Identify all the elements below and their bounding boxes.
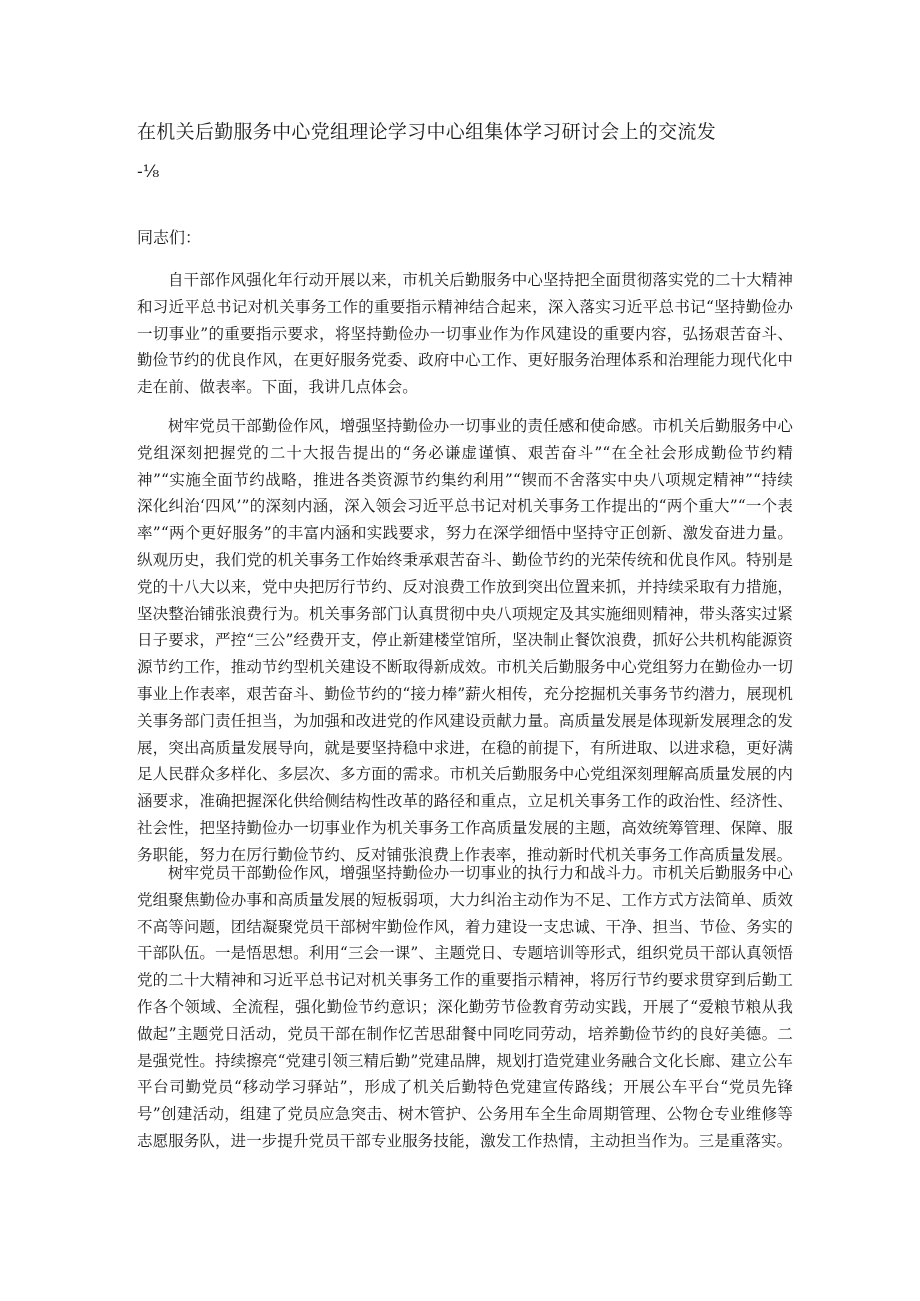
document-title: 在机关后勤服务中心党组理论学习中心组集体学习研讨会上的交流发 bbox=[137, 121, 717, 143]
paragraph-responsibility: 树牢党员干部勤俭作风，增强坚持勤俭办一切事业的责任感和使命感。市机关后勤服务中心党组深刻把握党的二十大报告提出的“务必谦虚谨慎、艰苦奋斗”“在全社会形成勤俭节约精神”“实施全面节约战略，推进各类资源节约集约利用”“锲而不舍落实中央八项规定精神”“持续深化纠治‘四风’”的深刻内涵，深入领会习近平总书记对机关事务工作提出的“两个重大”“一个表率”“两个更好服务”的丰富内涵和实践要求，努力在深学细悟中坚持守正创新、激发奋进力量。纵观历史，我们党的机关事务工作始终秉承艰苦奋斗、勤俭节约的光荣传统和优良作风。特别是党的十八大以来，党中央把厉行节约、反对浪费工作放到突出位置来抓，并持续采取有力措施，坚决整治铺张浪费行为。机关事务部门认真贯彻中央八项规定及其实施细则精神，带头落实过紧日子要求，严控“三公”经费开支，停止新建楼堂馆所，坚决制止餐饮浪费，抓好公共机构能源资源节约工作，推动节约型机关建设不断取得新成效。市机关后勤服务中心党组努力在勤俭办一切事业上作表率，艰苦奋斗、勤俭节约的“接力棒”薪火相传，充分挖掘机关事务节约潜力，展现机关事务部门责任担当，为加强和改进党的作风建设贡献力量。高质量发展是体现新发展理念的发展，突出高质量发展导向，就是要坚持稳中求进，在稳的前提下，有所进取、以进求稳，更好满足人民群众多样化、多层次、多方面的需求。市机关后勤服务中心党组深刻理解高质量发展的内涵要求，准确把握深化供给侧结构性改革的路径和重点，立足机关事务工作的政治性、经济性、社会性，把坚持勤俭办一切事业作为机关事务工作高质量发展的主题，高效统筹管理、保障、服务职能，努力在厉行勤俭节约、反对铺张浪费上作表率，推动新时代机关事务工作高质量发展。 bbox=[137, 417, 793, 864]
paragraph-intro: 自干部作风强化年行动开展以来，市机关后勤服务中心坚持把全面贯彻落实党的二十大精神和习近平总书记对机关事务工作的重要指示精神结合起来，深入落实习近平总书记“坚持勤俭办一切事业”的重要指示要求，将坚持勤俭办一切事业作为作风建设的重要内容，弘扬艰苦奋斗、勤俭节约的优良作风，在更好服务党委、政府中心工作、更好服务治理体系和治理能力现代化中走在前、做表率。下面，我讲几点体会。 bbox=[137, 271, 793, 397]
paragraph-execution: 树牢党员干部勤俭作风，增强坚持勤俭办一切事业的执行力和战斗力。市机关后勤服务中心党组聚焦勤俭办事和高质量发展的短板弱项，大力纠治主动作为不足、工作方式方法简单、质效不高等问题，团结凝聚党员干部树牢勤俭作风，着力建设一支忠诚、干净、担当、节俭、务实的干部队伍。一是悟思想。利用“三会一课”、主题党日、专题培训等形式，组织党员干部认真领悟党的二十大精神和习近平总书记对机关事务工作的重要指示精神，将厉行节约要求贯穿到后勤工作各个领域、全流程，强化勤俭节约意识；深化勤劳节俭教育劳动实践，开展了“爱粮节粮从我做起”主题党日活动，党员干部在制作忆苦思甜餐中同吃同劳动，培养勤俭节约的良好美德。二是强党性。持续擦亮“党建引领三精后勤”党建品牌，规划打造党建业务融合文化长廊、建立公车平台司勤党员“移动学习驿站”，形成了机关后勤特色党建宣传路线；开展公车平台“党员先锋号”创建活动，组建了党员应急突击、树木管护、公务用车全生命周期管理、公物仓专业维修等志愿服务队，进一步提升党员干部专业服务技能，激发工作热情，主动担当作为。三是重落实。 bbox=[137, 864, 793, 1150]
salutation: 同志们： bbox=[137, 228, 202, 247]
document-title-continuation: -⅛ bbox=[137, 162, 160, 182]
